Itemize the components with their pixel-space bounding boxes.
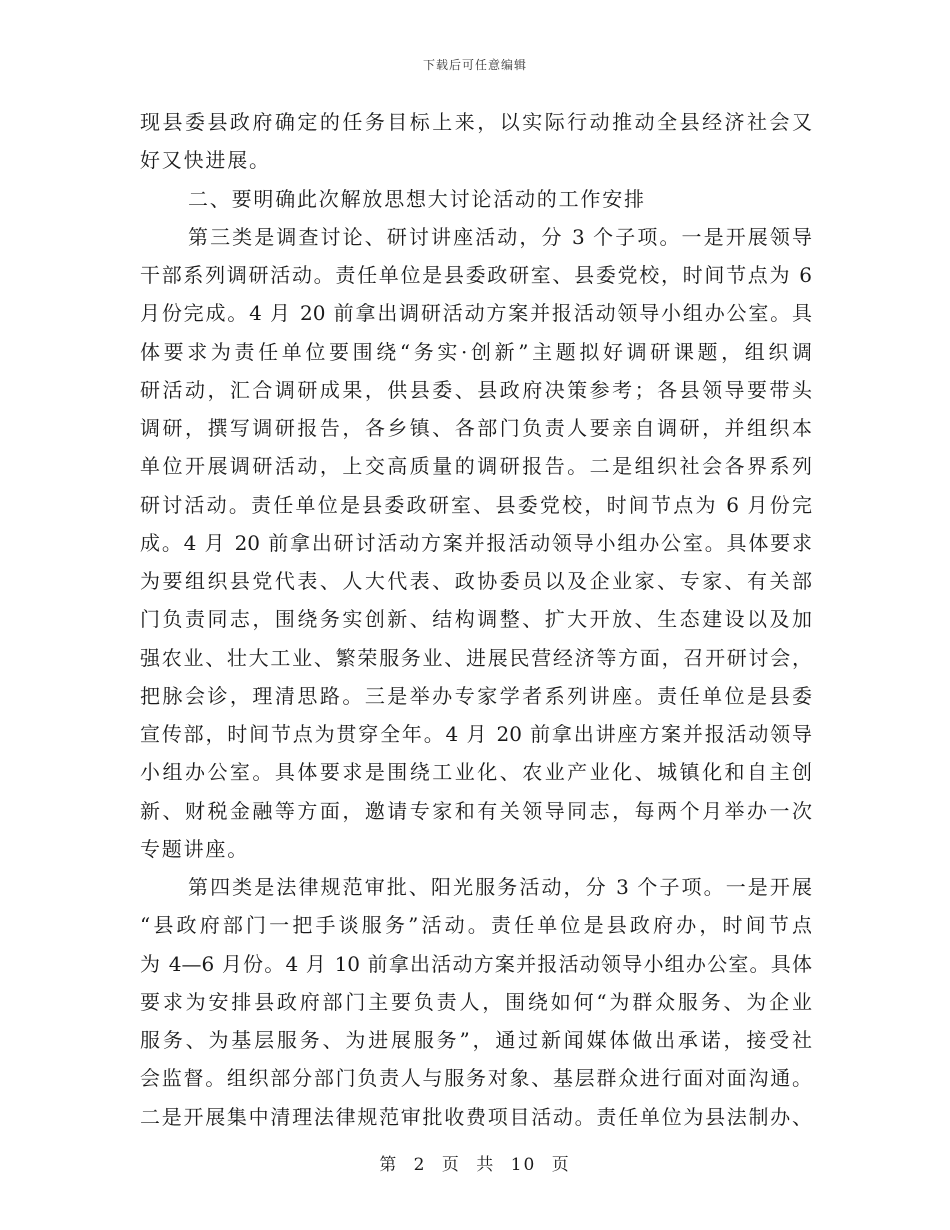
text-line: 把脉会诊，理清思路。三是举办专家学者系列讲座。责任单位是县委 (140, 683, 812, 708)
text-line: 好又快进展。 (140, 148, 271, 173)
footer-total-pages: 10 (510, 1155, 537, 1175)
document-body (140, 103, 812, 1136)
text-line: 服务、为基层服务、为进展服务”，通过新闻媒体做出承诺，接受社 (140, 1028, 812, 1052)
text-line: 研讨活动。责任单位是县委政研室、县委党校，时间节点为 6 月份完 (140, 492, 812, 517)
text-line: 要求为安排县政府部门主要负责人，围绕如何“为群众服务、为企业 (140, 989, 812, 1014)
text-line: 小组办公室。具体要求是围绕工业化、农业产业化、城镇化和自主创 (140, 760, 812, 785)
page-footer (0, 1150, 950, 1175)
footer-total-word: 共 (476, 1155, 496, 1175)
text-line: 第四类是法律规范审批、阳光服务活动，分 3 个子项。一是开展 (188, 875, 812, 899)
text-line: 强农业、壮大工业、繁荣服务业、进展民营经济等方面，召开研讨会， (140, 645, 812, 670)
text-line: 二、要明确此次解放思想大讨论活动的工作安排 (188, 186, 646, 211)
text-line: 会监督。组织部分部门负责人与服务对象、基层群众进行面对面沟通。 (140, 1066, 812, 1091)
text-line: 宣传部，时间节点为贯穿全年。4 月 20 前拿出讲座方案并报活动领导 (140, 722, 812, 746)
text-line: 干部系列调研活动。责任单位是县委政研室、县委党校，时间节点为 6 (140, 263, 812, 287)
text-line: 第三类是调查讨论、研讨讲座活动，分 3 个子项。一是开展领导 (188, 224, 812, 249)
footer-current-page: 2 (413, 1155, 427, 1175)
text-line: 为 4—6 月份。4 月 10 前拿出活动方案并报活动领导小组办公室。具体 (140, 951, 812, 976)
text-line: 为要组织县党代表、人大代表、政协委员以及企业家、专家、有关部 (140, 569, 812, 593)
text-line: 门负责同志，围绕务实创新、结构调整、扩大开放、生态建设以及加 (140, 607, 812, 632)
text-line: 新、财税金融等方面，邀请专家和有关领导同志，每两个月举办一次 (140, 798, 812, 823)
text-line: 现县委县政府确定的任务目标上来，以实际行动推动全县经济社会又 (140, 110, 812, 134)
text-line: 体要求为责任单位要围绕“务实·创新”主题拟好调研课题，组织调 (140, 339, 812, 364)
footer-suffix: 页 (551, 1155, 571, 1175)
text-line: “县政府部门一把手谈服务”活动。责任单位是县政府办，时间节点 (140, 913, 812, 938)
header-note: 下载后可任意编辑 (422, 58, 527, 72)
text-line: 成。4 月 20 前拿出研讨活动方案并报活动领导小组办公室。具体要求 (140, 530, 812, 555)
text-line: 专题讲座。 (140, 836, 249, 861)
text-line: 调研，撰写调研报告，各乡镇、各部门负责人要亲自调研，并组织本 (140, 416, 812, 440)
footer-prefix: 第 (379, 1155, 399, 1175)
footer-page-word: 页 (441, 1155, 461, 1175)
text-line: 单位开展调研活动，上交高质量的调研报告。二是组织社会各界系列 (140, 454, 812, 479)
text-line: 研活动，汇合调研成果，供县委、县政府决策参考；各县领导要带头 (140, 377, 812, 402)
text-line: 二是开展集中清理法律规范审批收费项目活动。责任单位为县法制办、 (140, 1104, 812, 1129)
text-line: 月份完成。4 月 20 前拿出调研活动方案并报活动领导小组办公室。具 (140, 301, 812, 326)
